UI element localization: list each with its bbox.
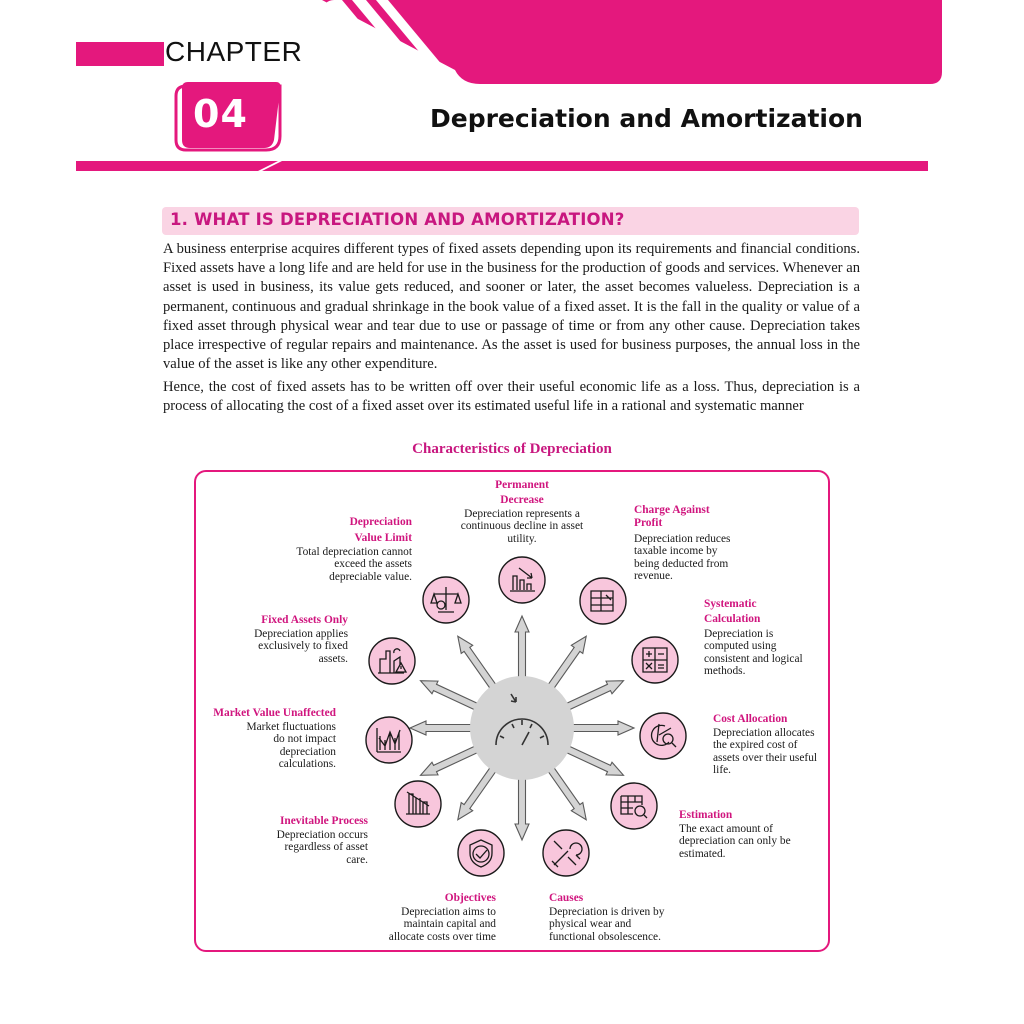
chapter-header-graphic [0,0,1024,180]
item-label: Systematic Calculation [704,598,761,625]
item-depreciation-value-limit [282,514,412,583]
item-inevitable-process [256,814,368,866]
chapter-left-bar [76,42,164,66]
paragraph-2: Hence, the cost of fixed assets has to be written off over their useful economic life as a loss. Thus, depreciation is a process of allocating the cost of a fixed asset over its estimated useful life in a rational and systematic manner [163,379,860,415]
item-estimation [679,808,795,860]
item-desc: Total depreciation cannot exceed the assets depreciable value. [296,546,412,583]
item-label: Objectives [444,892,496,904]
chapter-label: CHAPTER [165,36,303,67]
page-title: Depreciation and Amortization [430,104,863,133]
chapter-number: 04 [193,92,248,136]
item-label: Depreciation Value Limit [349,516,412,544]
figure-title: Characteristics of Depreciation [412,441,612,457]
item-desc: Depreciation allocates the expired cost of assets over their useful life. [713,727,818,777]
item-desc: Depreciation is computed using consistent and logical methods. [704,628,803,678]
item-market-value-unaffected [200,706,336,771]
item-label: Charge Against Profit [634,504,710,529]
item-objectives [372,891,496,943]
item-desc: Depreciation aims to maintain capital and allocate costs over time [388,906,496,943]
item-label: Estimation [679,809,733,821]
item-systematic-calculation [704,597,816,678]
item-desc: Depreciation occurs regardless of asset care. [276,829,368,866]
item-desc: Market fluctuations do not impact depreciation calculations. [246,721,336,771]
item-desc: Depreciation reduces taxable income by being deducted from revenue. [634,533,731,583]
item-fixed-assets-only [240,613,348,665]
item-permanent-decrease [462,478,582,545]
item-label: Fixed Assets Only [261,614,348,626]
item-label: Market Value Unaffected [213,707,336,719]
item-label: Inevitable Process [279,815,368,827]
item-label: Causes [549,892,584,904]
item-desc: Depreciation applies exclusively to fixed assets. [254,628,348,665]
item-label: Cost Allocation [713,713,788,725]
item-causes [549,891,679,943]
section-heading: 1. WHAT IS DEPRECIATION AND AMORTIZATION? [170,210,625,229]
item-cost-allocation [713,712,825,777]
item-desc: The exact amount of depreciation can only be estimated. [679,823,791,860]
header-bottom-rule [76,161,928,171]
item-charge-against-profit [634,504,744,583]
paragraph-1: A business enterprise acquires different types of fixed assets depending upon its requirements and financial conditions. Fixed assets have a long life and are held for use in the business for the production of goods and services. Whenever an asset is used in business, its value gets reduced, and sooner or later, the asset becomes valueless. Depreciation is a permanent, continuous and gradual shrinkage in the book value of a fixed asset. It is the fall in the quality or value of a fixed asset through physical wear and tear due to use or passage of time or from any other cause. Depreciation takes place irrespective of regular repairs and maintenance. As the asset is used for business purposes, the annual loss in the value of the asset is like any other expenditure. [163,241,860,373]
item-label: Permanent Decrease [495,479,549,506]
item-desc: Depreciation is driven by physical wear and functional obsolescence. [549,906,665,943]
item-desc: Depreciation represents a continuous decline in asset utility. [460,508,584,545]
